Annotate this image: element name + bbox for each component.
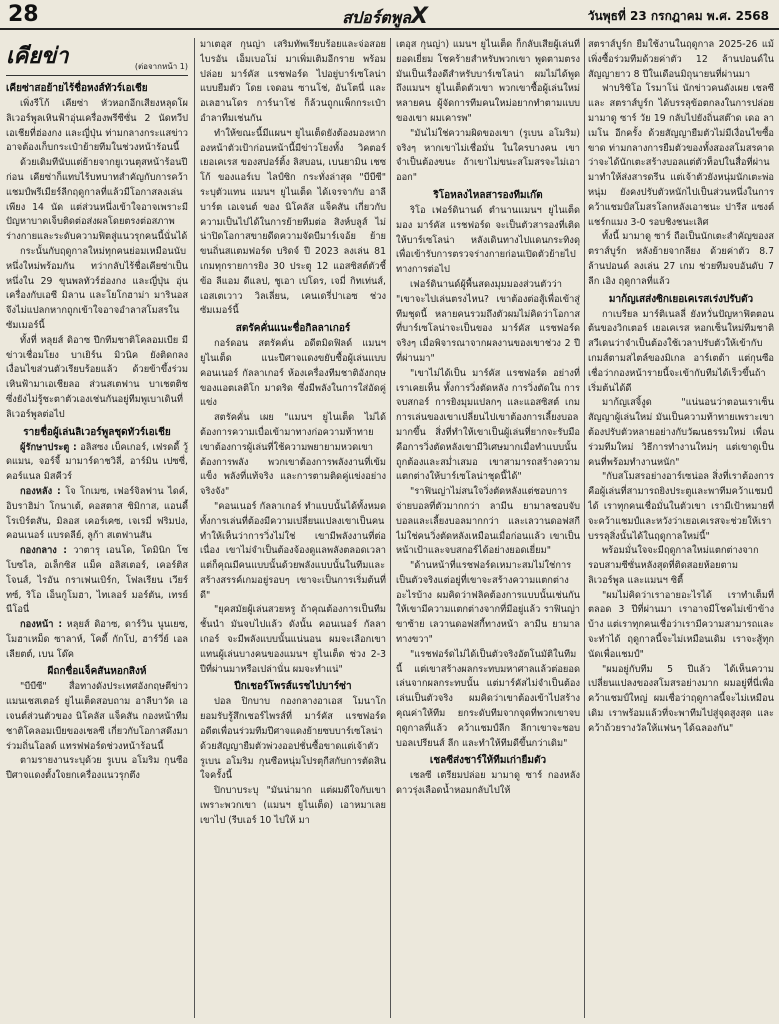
section-kicker	[6, 38, 188, 76]
column-4	[588, 38, 774, 1020]
roster-defenders	[6, 485, 188, 544]
paragraph: เฟอร์ดินานด์ผู้พื้นสดงมุมมองส่วนตัวว่า "เขาจะไปเล่นตรงไหน? เขาต้องต่อสู้เพื่อเข้าสู่ทีมชุดนี้ หลายคนรวมถึงตัวผมไม่คิดว่าโอกาสที่บาร์เซโลน่าจะเป็นของ มาร์คัส แรชฟอร์ด จริงๆ เมื่อพิจารณาจากผลงานของเขาช่วง 2 ปีที่ผ่านมา"	[396, 278, 580, 364]
headline: รายชื่อผู้เล่นลิเวอร์พูลชุดทัวร์เอเชีย	[23, 426, 171, 438]
roster-names: หลุยส์ ดิอาซ, ดาร์วิน นูนเยซ, โมฮาเหม็ด ซาลาห์, โคดี้ กักโป, ฮาร์วี่ย์ เอลเลียตต์, เบน โด๊ค	[6, 619, 188, 660]
paragraph: "บีบีซี" สื่อทางดังประเทศอังกฤษตีข่าว แมนเชสเตอร์ ยูไนเต็ดสอบถาม อาลีบาวัด เอเจนต์ส่วนตัวของ นิโคลัส แจ็คสัน กองหน้าทีมชาติโคลอมเบียของเชลซี เกี่ยวกับโอกาสดึงมาร่วมถิ่นโอลด์ แทรฟฟอร์ดช่วงหน้าร้อนนี้	[6, 681, 188, 752]
headline: ผีถกชื่อแจ็คสันหอกสิงห์	[47, 666, 147, 678]
column-divider	[584, 38, 585, 1018]
paragraph: "ผมไม่คิดว่าเราอายอะไรได้ เราทำเต็มที่ตลอด 3 ปีที่ผ่านมา เราอาจมีโชคไม่เข้าข้างบ้าง แต่เราทุกคนเชื่อว่าเรามีความสามารถและจะทำได้ ฤดูกาลนี้จะไม่เหมือนเดิม เราจะสู้ทุกนัดเพื่อแชมป์"	[588, 589, 774, 660]
masthead	[300, 4, 470, 31]
headline: ริโอหลงไหลสารองทีมเก๊ต	[433, 189, 543, 201]
paragraph: กระนั้นกับฤดูกาลใหม่ทุกคนย่อมเหมือนนับหนึ่งใหม่พร้อมกัน ทว่ากลับไร้ชื่อเคียซ่าเป็นหนึ่งใน 29 ขุนพลทัวร์ฮ่องกง และญี่ปุ่น อุ่นเครื่องกับเอซี มิลาน และโยโกฮาม่า มารินอส จึงไม่แปลกหากถูกเข้าใจอาจอำลาสโมสรในซัมเมอร์นี้	[6, 245, 188, 331]
column-2	[200, 38, 386, 1020]
roster-goalkeepers	[6, 441, 188, 485]
roster-forwards	[6, 618, 188, 662]
paragraph: พร้อมมั่นใจจะมีฤดูกาลใหม่แตกต่างจากรอบสามซีซั่นหลังสุดที่ติดสอยห้อยตาม ลิเวอร์พูล และแมนฯ ซิตี้	[588, 545, 759, 586]
paragraph: "ด้านหน้าที่แรชฟอร์ดเหมาะสมไม่ใช่การเป็นตัวจริงแต่อยู่ที่เขาจะสร้างความแตกต่างอะไรบ้าง ผมคิดว่าฟลิคต้องการแบบนั้นเช่นกัน ให้เขามีความแตกต่างจากที่มีอยู่แล้ว ราฟินญ่าขาซ้าย เลวานดอฟสกี้ทางหน้า ลามีน ยามาล ทางขวา"	[396, 560, 580, 646]
paragraph: ด้วยเดิมทีนับแต่ย้ายจากยูเวนตุสหน้าร้อนปีก่อน เคียซ่าก็แทบไร้บทบาทสำคัญกับการคว้าแชมป์พรีเมียร์ลีกฤดูกาลที่แล้วมีโอกาสลงเล่นเพียง 14 นัด แต่ส่วนหนึ่งเข้าใจอาจเพราะมีปัญหาบาดเจ็บติดต่อส่งผลโดยตรงต่อสภาพร่างกายและระดับความฟิตสู่แนวรุกคนนี้นั่นได้	[6, 157, 188, 243]
kicker-title: เคียข่า	[6, 44, 69, 69]
paragraph: กอร์ดอน สตรัคคั่น อดีตมิดฟิลด์ แมนฯ ยูไนเต็ด แนะปีศาจแดงขยับซื้อผู้เล่นแบบ คอนเนอร์ กัลลาเกอร์ ห้องเครื่องทีมชาติอังกฤษของแอตเลติโก มาดริด ซึ่งมีพลังในการใส่อัดคู่แข่ง	[200, 338, 386, 409]
paragraph: "ราฟินญ่าไม่สนใจวิ่งตัดหลังแต่ชอบการจ่ายบอลที่ตัวมากกว่า ลามีน ยามาลชอบจับบอลและเลี้ยงบอลมากกว่า และเลวานดอฟสกีไม่ใช่คนวิ่งตัดหลังเหมือนเมื่อก่อนแล้ว เขาเป็นหน้าเป้าและจบสกอร์ได้อย่างยอดเยี่ยม"	[396, 486, 580, 557]
paragraph: ตามรายงานระบุด้วย รูเบน อโมริม กุนซือปีศาจแดงตั้งใจยกเครื่องแนวรุกตึง	[6, 755, 188, 782]
paragraph: สตรัคคั่น เผย "แมนฯ ยูไนเต็ด ไม่ได้ต้องการความเบื่อเข้ามาทางก่อความท้าทายเขาต้องการผู้เล่นที่ใช้ความพยายามหวดเขาต้องการพลัง พวกเขาต้องการพลังงานที่เข้มแข็ง พลังที่แท้จริง และการตามติดคู่แข่งอย่างจริงจัง"	[200, 412, 386, 498]
roster-names: วาตารุ เอนโด, โดมินิก โซโบซไล, อเล็กซิส แม็ค อลิสเตอร์, เคอร์ติส โจนส์, ไรอัน กราเฟนเบิร์ก, โฟลเรียน เวียร์ทซ์, ริโอ เอ็นกูโมฮา, ไทเลอร์ มอร์ตัน, เทรย์ นีโอนี่	[6, 545, 188, 616]
paragraph: "ผมอยู่กับทีม 5 ปีแล้ว ได้เห็นความเปลี่ยนแปลงของสโมสรอย่างมาก ผมอยู่ที่นี่เพื่อคว้าแชมป์ใหญ่ ผมเชื่อว่าฤดูกาลนี้จะไม่เหมือนเดิม เราพร้อมแล้วที่จะพาทีมไปสู่จุดสูงสุด และคว้าถ้วยรางวัลให้แฟนๆ ได้ฉลองกัน"	[588, 663, 774, 734]
paragraph: ทำให้ขณะนี้มีแผนฯ ยูไนเต็ดยังต้องมองหากองหน้าตัวเป้าก่อนหน้านี้มีข่าวโยงทั้ง วิคตอร์ เยอเคเรส ของสปอร์ติ้ง ลิสบอน, เบนยามิน เชซโก้ ของแอร์เบ ไลป์ซิก กระทั่งล่าสุด "บีบีซี" ระบุตัวแทน แมนฯ ยูไนเต็ด ได้เจรจากับ อาลี บาร์ต เอเจนต์ ของ นิโคลัส แจ็คสัน เกี่ยวกับความเป็นไปได้ในการย้ายทีมต่อ สิงห์บลูส์ ไม่น่าปิดโอกาสขายดีดความจัดบีมาร์เจอ้ย ย้ายขนถิ่นสแตมฟอร์ด บริดจ์ ปี 2023 ลงเล่น 81 เกมทุกรายการยิง 30 ประตู 12 แอสซิสต์ตัวชี้ข้อ ลีแอม ดีแลป, ชูเอา เปโดร, เจมี่ กิทเท่นส์, เอสเตเวาว วิลเลี่ยน, เคนเดรี่ปาเอซ ช่วงซัมเมอร์นี้	[200, 127, 386, 317]
headline: เคียซ่าสอย้ายไร้ชื่อหงส์ทัวร์เอเชีย	[6, 83, 148, 94]
paragraph: "มันไม่ใช่ความผิดของเขา (รูเบน อโมริม) จริงๆ หากเขาไม่เชื่อมั่น ในใครบางคน เขาจำเป็นต้องขนะ ถ้าเขาไม่ขนะสโมสรจะไม่เอาออก"	[396, 127, 580, 184]
paragraph: เพิ่งรีโก้ เคียซ่า หัวหอกอีกเสียงหลุดโผลิเวอร์พูลเหินฟ้าอุ่นเครื่องพรีซีซั่น 2 นัดทวีปเอเชียที่ฮ่องกง และญี่ปุ่น ท่ามกลางกระแสข่าวอาจต้องเก็บกระเป๋าย้ายทีมในช่วงหน้าร้อนนี้	[6, 98, 188, 154]
roster-label: กองกลาง :	[20, 545, 68, 557]
paragraph: "แรชฟอร์ดไม่ได้เป็นตัวจริงอัตโนมัติในทีมนี้ แต่เขาสร้างผลกระทบมหาศาลแล้วต่อยอดเล่นจากผลกระทบนั้น แต่มาร์คัสไม่จำเป็นต้องเล่นเป็นตัวจริง ผมคิดว่าเขาต้องเข้าไปสร้างคุณค่าให้ทีม ยกระดับทีมจากจุดที่พวกเขาจบฤดูกาลที่แล้ว คว้าแชมป์ลีก ลีกาเขาจะชอบบอลเปรียนส์ ลีก และทำให้ทีมดีขึ้นกว่าเดิม"	[396, 648, 580, 749]
paragraph: "กับสโมสรอย่างอาร์เซน่อล สิ่งที่เราต้องการคือผู้เล่นที่สามารถยิงประตูและพาทีมคว้าแชมป์ได้ เราทุกคนเชื่อมั่นในตัวเขา เรามีเป้าหมายที่จะคว้าแชมป์และหวังว่าเยอเคเรสจะช่วยให้เราบรรลุสิ่งนั้นได้ในฤดูกาลใหม่นี้"	[588, 471, 774, 542]
paragraph: ทั้งนี้ มามาดู ซาร์ ถือเป็นนักเตะสำคัญของสตราส์บูร์ก หลังย้ายจากลียง ด้วยค่าตัว 8.7 ล้านปอนด์ ลงเล่น 27 เกม ช่วยทีมจบอันดับ 7 ลีก เอิง ฤดูกาลที่แล้ว	[588, 231, 774, 287]
paragraph: มาเตอุส กุนญ่า เสริมทัพเรียบร้อยและจ่อสอย ไบรอัน เอ็มเบอโม่ มาเพิ่มเติมอีกราย พร้อมปล่อย มาร์คัส แรชฟอร์ด ไปอยู่บาร์เซโลน่าแบบยืมตัว โดย เจดอน ซานโช่, อันโตนี่ และอเลฮานโดร การ์นาโช่ ก็ล้วนถูกแพ็กกระเป๋าอำลาทีมเช่นกัน	[200, 39, 386, 124]
headline: สตรัคคั่นแนะชื่อกิลลาเกอร์	[235, 323, 351, 335]
roster-label: กองหลัง :	[20, 485, 61, 497]
headline: เชลซีส่งชาร์ให้ทีมเก่ายืมตัว	[429, 755, 547, 767]
paragraph: "เขาไม่ได้เป็น มาร์คัส แรชฟอร์ด อย่างที่เราเคยเห็น ทั้งการวิ่งตัดหลัง การวิ่งตัดใน การจบสกอร์ การยิงมุมแปลกๆ และแอสซิสต์ เกมการเล่นของเขาเปลี่ยนไปเขาต้องการเลี้ยงบอลมากขึ้น สิ่งที่ทำให้เขาเป็นผู้เล่นที่ยากจะรับมือคือการวิ่งตัดหลังเขามีวิเศษมากเมื่อทำแบบนั้นถูกต้องและสม่ำเสมอ เขาสามารถสร้างความแตกต่างให้บาร์เซโลน่าชุดนี้ได้"	[396, 367, 580, 483]
paragraph: ฟาบริซิโอ โรมาโน่ นักข่าวคนดังเผย เชลซี และ สตราส์บูร์ก ได้บรรลุข้อตกลงในการปล่อย มามาดู ซาร์ วัย 19 กลับไปยังถิ่นสต๊าด เดอ ลา เมโน อีกครั้ง ด้วยสัญญายืมตัวไม่มีเงื่อนไขซื้อขาด ท่ามกลางการยืมตัวของทั้งสองสโมสรคาดว่าจะได้นักเตะสร้างบอลแต่ตัวท็อปในสื่อที่ผ่านมาทำให้ส่งสารดรีน แต่เจ้าตัวยังหนุ่มนักเตะพ่อหนุ่ม ยังคงปรับตัวหนักไปเป็นส่วนหนึ่งในการคว้าแชมป์สโมสรโลกหลังเอาชนะ ปารีส แซงต์ แชร์กแมง 3-0 รอบชิงชนะเลิศ	[588, 83, 774, 228]
roster-label: กองหน้า :	[20, 619, 63, 631]
paragraph: มาก้ญเสจิ้งูด "แน่นอนว่าตอนเราเซ็นสัญญาผู้เล่นใหม่ มันเป็นความท้าทายเพราะเขาต้องปรับตัวหลายอย่างกับวัฒนธรรมใหม่ เพื่อนร่วมทีมใหม่ วิธีการทำงานใหม่ๆ แต่เขาดูเป็นคนที่พร้อมทำงานหนัก"	[588, 397, 774, 468]
paragraph: ทั้งที่ หลุยส์ ดิอาซ ปีกทีมชาติโคลอมเบีย มีข่าวเชื่อมโยง บาเยิร์น มิวนิค ยังติดกลงเงื่อนไขส่วนตัวเรียบร้อยแล้ว ด้วยข้าขึ้งร่วมเหินฟ้ามาเอเชียลอ ส่วนสเตฟาน บาเชตติช ซึ่งยังไม่รู้ชะตาตัวเองเช่นกันอยู่ทีมพูเบาเดินที่ลิเวอร์พูลต่อไป	[6, 334, 188, 420]
paragraph: กาเบรียล มาร์ติเนลลี่ ยังหวั่นปัญหาฟิตตอนต้นของวิกเตอร์ เยอเคเรส หอกเซ็นใหม่ทีมชาติสวีเดนว่าจำเป็นต้องใช้เวลาปรับตัวให้เข้ากับเกมส์ตามสไตล์ของมิเกล อาร์เตต้า แต่กุนซือเชื่อว่ากองหน้ารายนี้จะเข้ากับทีมได้เร็วขึ้นถ้าเริ่มต้นได้ดี	[588, 308, 774, 394]
column-divider	[390, 38, 391, 1018]
paragraph: สตราส์บูร์ก ยืมใช้งานในฤดูกาล 2025-26 แม้เพิ่งซื้อร่วมทีมด้วยค่าตัว 12 ล้านปอนด์ในสัญญายาว 8 ปีในเดือนมิถุนายนที่ผ่านมา	[588, 39, 774, 80]
page-header	[0, 0, 779, 30]
roster-names: อลิสซง เบ็คเกอร์, เฟรดดี้ วู้ดแมน, จอร์จี้ มามาร์ดาชวิลี่, อาร์มิน เปซซี่, คอร์แนล มิสคีวร์	[6, 441, 188, 483]
paragraph: ปอล ปิกบาบ กองกลางอาเอส โมนาโก ยอมรับรู้สึกเชอร์ไพรส์ที่ มาร์คัส แรชฟอร์ด อดีตเพื่อนร่วมทีมปีศาจแดงย้ายซบบาร์เซโลน่า ด้วยสัญญายืมตัวพ่วงออปชั่นซื้อขาดแต่เจ้าตัว รูเบน อโมริม กุนซือหนุ่มโปรตุกีสกับการตัดสินใจครั้งนี้	[200, 696, 386, 782]
paragraph: "ยุคสมัยผู้เล่นสวยหรู ถ้าคุณต้องการเป็นทีมชั้นนำ มันจบไปแล้ว ดังนั้น คอนเนอร์ กัลลาเกอร์ จะมีพลังแบบนั้นแน่นอน ผมจะเลือกเขาแทนผู้เล่นบางคนของแมนฯ ยูไนเต็ด ช่วง 2-3 ปีที่ผ่านมาหรือเปล่านั่น ผมจะทำแน่"	[200, 604, 386, 675]
column-divider	[194, 38, 195, 1018]
roster-names: โจ โกเมซ, เฟอร์จิลฟาน ไดค์, อิบราฮิม่า โกนาเต้, คอสตาส ซิมิกาส, แอนดี้ โรเบิร์ตสัน, มิลอส เคอร์เคซ, เจเรมี่ ฟริมปง, คอนเนอร์ แบรดลีย์, ลูก้า สเตฟานสัน	[6, 485, 188, 542]
masthead-title: สปอร์ตพูล	[342, 8, 411, 27]
dateline: วันพุธที่ 23 กรกฎาคม พ.ศ. 2568	[587, 9, 769, 23]
page-number: 28	[8, 2, 39, 27]
column-1	[6, 38, 188, 1020]
column-3	[396, 38, 580, 1020]
paragraph: เตอุส กุนญ่า) แมนฯ ยูไนเต็ด ก็กลับเสียผู้เล่นที่ยอดเยี่ยม โชคร้ายสำหรับพวกเขา พูดตามตรง มันเป็นเรื่องดีสำหรับบาร์เซโลน่า ผมไม่ได้พูดถึงแมนฯ ยูไนเต็ดตัวเขา พวกเขาซื้อผู้เล่นใหม่หลายคน ผู้จัดการทีมคนใหม่อยากทำตามแบบของเขา ผมเคารพ"	[396, 39, 580, 124]
headline: ปีกเชอร์โพรส์แรชไปบาร์ซ่า	[234, 681, 352, 693]
paragraph: ริโอ เฟอร์ดินานด์ ตำนานแมนฯ ยูไนเต็ด มอง มาร์คัส แรชฟอร์ด จะเป็นตัวสารองที่เติดให้บาร์เซโลน่า หลังเดินทางไปแดนกระทิงดุเพื่อเข้ารับการตรวจร่างกายก่อนเปิดตัวย้ายไปทางการต่อไป	[396, 204, 580, 276]
continued-note: (ต่อจากหน้า 1)	[134, 62, 188, 71]
paragraph: ปิกบาบระบุ "มันน่ามาก แต่ผมดีใจกับเขา เพราะพวกเขา (แมนฯ ยูไนเต็ด) เอาหมาเลยเขาไป (รีบเอร์ 10 ไปให้ มา	[200, 785, 386, 826]
headline: มาก้ญเสส่งซิกเยอเคเรสเร่งปรับตัว	[608, 293, 754, 305]
masthead-x: X	[410, 4, 428, 29]
roster-midfielders	[6, 544, 188, 618]
roster-label: ผู้รักษาประตู :	[20, 441, 77, 453]
paragraph: "คอนเนอร์ กัลลาเกอร์ ทำแบบนั้นได้ทั้งหมด ทั้งการเล่นที่ต้องมีความเปลี่ยนแปลงเขาเป็นคนทำให้เห็นว่าการวิ่งไม่ใช่ เขามีพลังงานที่ต่อเนื่อง เขาไม่จำเป็นต้องจ้องดูแลพลังตลอดเวลา แต่ก็คุณมีคนแบบนั้นด้วยพลังแบบนั้นในทีมและสร้างสรรค์เกมอยู่รอบๆ เขาจะเป็นการเริ่มต้นที่ดี"	[200, 500, 386, 601]
paragraph: เชลซี เตรียมปล่อย มามาดู ซาร์ กองหลังดาวรุ่งเลือดน้ำหอมกลับไปให้	[396, 770, 580, 797]
